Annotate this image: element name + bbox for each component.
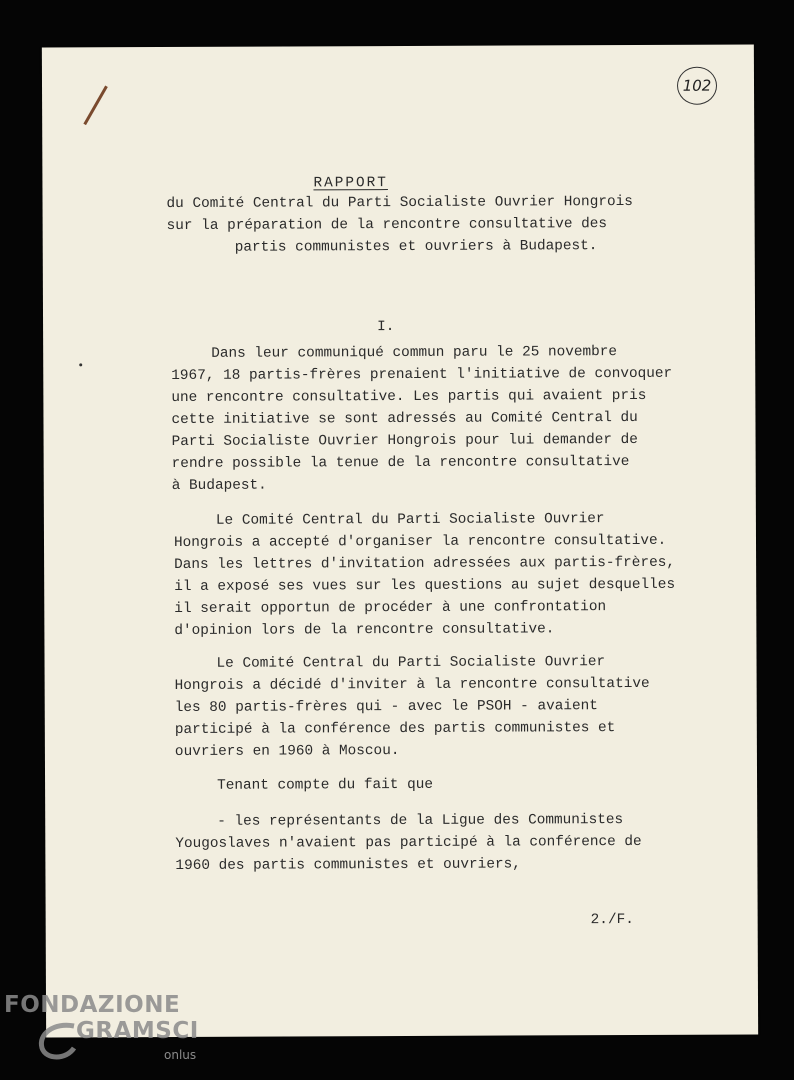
- document-page: [42, 44, 758, 1037]
- watermark-text: FONDAZIONE: [4, 992, 181, 1018]
- paragraph-line: il serait opportun de procéder à une confrontation: [174, 599, 607, 617]
- document-title: RAPPORT: [313, 175, 388, 192]
- paragraph-line: Hongrois a accepté d'organiser la rencontre consultative.: [173, 532, 667, 551]
- paragraph-line: Parti Socialiste Ouvrier Hongrois pour lui demander de: [171, 431, 638, 450]
- paragraph-line: Le Comité Central du Parti Socialiste Ouvrier: [215, 511, 605, 529]
- paragraph-line: - les représentants de la Ligue des Communistes: [217, 812, 624, 830]
- paragraph-line: les 80 partis-frères qui - avec le PSOH - avaient: [174, 698, 598, 716]
- paragraph-line: Dans les lettres d'invitation adressées aux partis-frères,: [174, 554, 676, 573]
- paragraph-line: une rencontre consultative. Les partis qui avaient pris: [171, 387, 647, 406]
- pencil-mark: [83, 85, 107, 125]
- paragraph-line: ouvriers en 1960 à Moscou.: [174, 743, 400, 760]
- paragraph-line: à Budapest.: [171, 477, 267, 494]
- watermark-text: onlus: [164, 1048, 197, 1062]
- page-number-circle: 102: [677, 67, 717, 105]
- paragraph-line: Le Comité Central du Parti Socialiste Ouvrier: [216, 654, 606, 672]
- section-heading: I.: [377, 319, 395, 336]
- watermark-text: GRAMSCI: [76, 1018, 199, 1044]
- margin-dot: [79, 363, 82, 366]
- next-page-marker: 2./F.: [590, 911, 634, 929]
- paragraph-line: d'opinion lors de la rencontre consultative.: [174, 621, 555, 639]
- paragraph-line: rendre possible la tenue de la rencontre consultative: [171, 453, 630, 472]
- paragraph-line: participé à la conférence des partis communistes et: [174, 720, 616, 738]
- subtitle-line: partis communistes et ouvriers à Budapest.: [234, 238, 598, 256]
- paragraph-line: il a exposé ses vues sur les questions au sujet desquelles: [174, 576, 676, 595]
- paragraph-line: cette initiative se sont adressés au Comité Central du: [171, 409, 638, 428]
- paragraph-line: Dans leur communiqué commun paru le 25 novembre: [211, 344, 618, 362]
- paragraph-line: Tenant compte du fait que: [217, 776, 434, 794]
- subtitle-line: du Comité Central du Parti Socialiste Ouvrier Hongrois: [166, 193, 633, 213]
- subtitle-line: sur la préparation de la rencontre consultative des: [166, 216, 608, 235]
- paragraph-line: 1960 des partis communistes et ouvriers,: [175, 856, 521, 874]
- paragraph-line: 1967, 18 partis-frères prenaient l'initiative de convoquer: [171, 365, 673, 384]
- watermark-logo: [4, 990, 204, 1070]
- paragraph-line: Yougoslaves n'avaient pas participé à la conférence de: [175, 833, 642, 852]
- paragraph-line: Hongrois a décidé d'inviter à la rencontre consultative: [174, 675, 650, 694]
